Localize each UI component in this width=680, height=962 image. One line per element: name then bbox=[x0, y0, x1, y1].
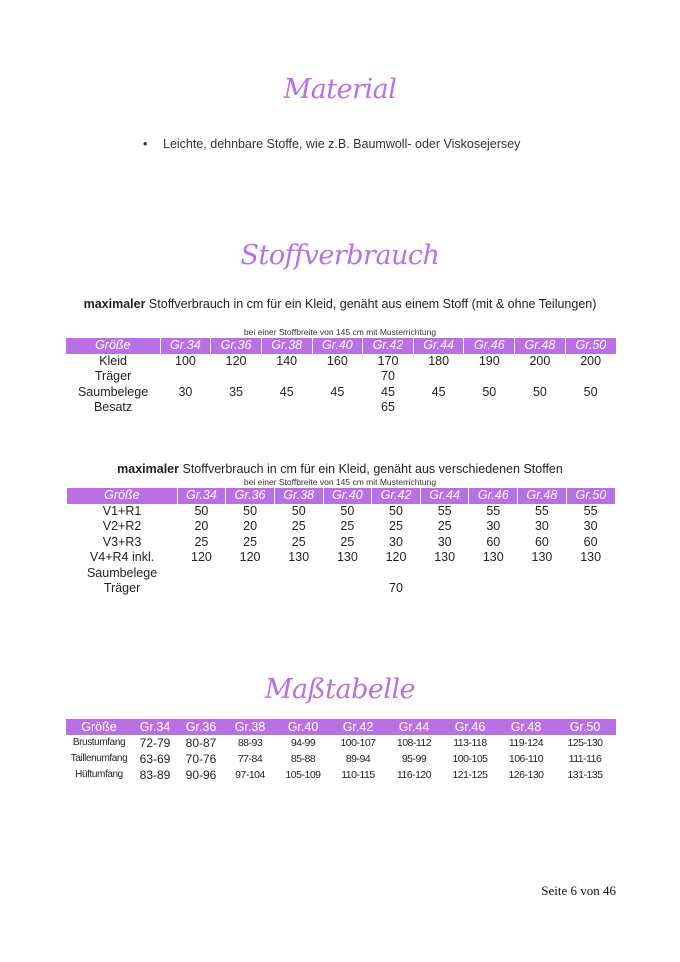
table1-cell bbox=[413, 400, 464, 416]
table2-row bbox=[67, 504, 615, 520]
masstabelle-header-cell: Gr.36 bbox=[178, 719, 224, 735]
table2-cell: 50 bbox=[243, 503, 258, 518]
masstabelle-header-cell: Gr.46 bbox=[442, 719, 498, 735]
masstabelle-row bbox=[66, 735, 616, 751]
table1-cell bbox=[211, 369, 262, 385]
table1-cell: 200 bbox=[529, 353, 551, 368]
masstabelle-cell: 77-84 bbox=[237, 753, 263, 765]
table1-cell bbox=[261, 400, 312, 416]
table2-cell: 30 bbox=[486, 519, 501, 533]
table2-header-cell: Gr.42 bbox=[372, 488, 421, 504]
masstabelle-cell: 80-87 bbox=[185, 736, 217, 750]
table1-cell bbox=[515, 369, 566, 385]
masstabelle-cell: 95-99 bbox=[401, 753, 427, 765]
table1-header-cell: Gr.50 bbox=[565, 338, 616, 354]
table2-cell bbox=[469, 566, 518, 582]
masstabelle-cell: 116-120 bbox=[396, 769, 432, 781]
table1-header-cell: Gr.38 bbox=[261, 338, 312, 354]
table1-cell bbox=[464, 400, 515, 416]
table2-cell: 120 bbox=[239, 550, 261, 564]
table1-header-cell: Gr.44 bbox=[413, 338, 464, 354]
table2-note: bei einer Stoffbreite von 145 cm mit Musterrichtung bbox=[243, 477, 437, 487]
table1-caption bbox=[80, 297, 600, 311]
table2-caption-text: Stoffverbrauch in cm für ein Kleid, genäht aus verschiedenen Stoffen bbox=[179, 462, 563, 476]
masstabelle-header-cell: Gr.34 bbox=[132, 719, 178, 735]
table2-cell: 50 bbox=[291, 503, 306, 518]
table2-cell bbox=[420, 581, 469, 597]
table2-cell: 70 bbox=[389, 581, 403, 595]
table2-cell: 60 bbox=[583, 534, 598, 549]
table2-cell: 25 bbox=[389, 519, 403, 533]
table2-cell: 25 bbox=[291, 519, 306, 533]
table2-row-label: Saumbelege bbox=[86, 565, 158, 580]
table1-cell bbox=[515, 400, 566, 416]
masstabelle-cell: 111-116 bbox=[568, 753, 602, 765]
table1-cell: 30 bbox=[178, 384, 193, 399]
material-bullet-text: Leichte, dehnbare Stoffe, wie z.B. Baumwoll- oder Viskosejersey bbox=[163, 137, 521, 151]
table2-cell: 25 bbox=[243, 534, 258, 549]
masstabelle-header-cell: Gr.40 bbox=[276, 719, 330, 735]
table1-cell: 120 bbox=[225, 353, 247, 368]
table2-row bbox=[67, 566, 615, 582]
table2-cell: 25 bbox=[340, 534, 355, 549]
table1-row-label: Träger bbox=[94, 369, 132, 383]
masstabelle-row bbox=[66, 767, 616, 783]
masstabelle-header-cell: Größe bbox=[66, 719, 132, 735]
masstabelle-cell: 131-135 bbox=[567, 769, 603, 781]
table1-header-cell: Gr.40 bbox=[312, 338, 363, 354]
masstabelle-header-cell: Gr.50 bbox=[554, 719, 616, 735]
masstabelle-cell: 119-124 bbox=[508, 737, 544, 749]
table2-row bbox=[67, 581, 615, 597]
table2-cell: 130 bbox=[482, 550, 504, 564]
table2-cell: 20 bbox=[243, 519, 258, 533]
masstabelle-header-cell: Gr.48 bbox=[498, 719, 554, 735]
masstabelle-cell: 105-109 bbox=[285, 769, 321, 781]
table2-header-cell: Gr.46 bbox=[469, 488, 518, 504]
table1-cell bbox=[565, 369, 616, 385]
table1-row bbox=[66, 354, 616, 370]
table1-cell: 50 bbox=[532, 384, 547, 399]
table2-cell bbox=[469, 581, 518, 597]
table2-cell bbox=[566, 566, 615, 582]
table2-header-cell: Gr.48 bbox=[518, 488, 567, 504]
table1-cell: 50 bbox=[482, 384, 497, 399]
material-heading: Material bbox=[283, 74, 397, 105]
table2-header-cell: Gr.40 bbox=[323, 488, 372, 504]
table2-cell: 25 bbox=[437, 519, 452, 533]
masstabelle-cell: 121-125 bbox=[452, 769, 488, 781]
table2-caption-bold: maximaler bbox=[117, 462, 180, 476]
table1-cell: 65 bbox=[381, 400, 395, 414]
masstabelle-cell: 125-130 bbox=[567, 737, 603, 749]
table1-cell bbox=[211, 400, 262, 416]
table2-header-cell: Größe bbox=[67, 488, 177, 504]
table1-cell: 45 bbox=[431, 384, 446, 399]
table1-cell: 45 bbox=[330, 384, 345, 399]
masstabelle-cell: 100-105 bbox=[452, 753, 488, 765]
table2-cell: 55 bbox=[486, 503, 501, 518]
masstabelle-cell: 72-79 bbox=[139, 736, 171, 750]
table2-cell: 30 bbox=[389, 534, 403, 549]
table2-header-cell: Gr.50 bbox=[566, 488, 615, 504]
table2-cell bbox=[323, 566, 372, 582]
table2-row-label: V3+R3 bbox=[102, 534, 142, 549]
table1-cell: 45 bbox=[279, 384, 294, 399]
masstabelle-row-label: Taillenumfang bbox=[70, 753, 128, 764]
table1-cell: 200 bbox=[580, 353, 602, 368]
table2-cell bbox=[323, 581, 372, 597]
stoffverbrauch-table-2 bbox=[67, 488, 615, 597]
table2-cell: 30 bbox=[534, 519, 549, 533]
table2-header-cell: Gr.34 bbox=[177, 488, 226, 504]
table2-cell: 130 bbox=[580, 550, 602, 564]
table1-cell bbox=[413, 369, 464, 385]
table1-row-label: Kleid bbox=[99, 353, 127, 368]
masstabelle-cell: 126-130 bbox=[508, 769, 544, 781]
table1-header-cell: Gr.42 bbox=[363, 338, 414, 354]
table2-cell bbox=[518, 581, 567, 597]
table1-header-cell: Gr.34 bbox=[160, 338, 211, 354]
bullet-dot: • bbox=[143, 137, 148, 151]
masstabelle-cell: 100-107 bbox=[340, 737, 376, 749]
table1-cell bbox=[261, 369, 312, 385]
table2-cell: 55 bbox=[583, 503, 598, 518]
table1-cell bbox=[312, 369, 363, 385]
table1-cell: 170 bbox=[377, 353, 399, 368]
masstabelle-cell: 70-76 bbox=[185, 752, 217, 766]
table1-cell: 100 bbox=[175, 353, 196, 368]
table2-cell bbox=[226, 581, 275, 597]
masstabelle-cell: 85-88 bbox=[290, 753, 316, 765]
table2-header-cell: Gr.36 bbox=[226, 488, 275, 504]
table1-caption-bold: maximaler bbox=[83, 297, 146, 311]
table1-cell bbox=[312, 400, 363, 416]
table2-cell: 60 bbox=[534, 534, 549, 549]
table1-header-cell: Gr.46 bbox=[464, 338, 515, 354]
table1-row bbox=[66, 400, 616, 416]
table2-row-label: V2+R2 bbox=[102, 519, 142, 533]
table2-cell: 120 bbox=[191, 550, 212, 564]
table2-cell: 120 bbox=[385, 550, 407, 564]
table2-cell: 130 bbox=[288, 550, 310, 564]
table2-cell: 130 bbox=[531, 550, 553, 564]
table2-cell: 30 bbox=[437, 534, 452, 549]
table2-cell: 50 bbox=[194, 503, 209, 518]
table2-row-label: Träger bbox=[103, 581, 141, 595]
table2-cell: 50 bbox=[340, 503, 355, 518]
table2-cell: 55 bbox=[534, 503, 549, 518]
table1-cell bbox=[160, 369, 211, 385]
table2-row bbox=[67, 535, 615, 551]
table2-cell: 30 bbox=[583, 519, 598, 533]
table2-cell bbox=[274, 566, 323, 582]
masstabelle-table bbox=[66, 719, 616, 783]
table2-cell bbox=[226, 566, 275, 582]
material-bullet bbox=[143, 137, 520, 151]
stoffverbrauch-heading: Stoffverbrauch bbox=[240, 240, 440, 271]
table2-caption bbox=[60, 462, 620, 476]
stoffverbrauch-table-1 bbox=[66, 338, 616, 416]
masstabelle-cell: 94-99 bbox=[290, 737, 316, 749]
table2-cell: 55 bbox=[437, 503, 452, 518]
table2-cell: 25 bbox=[291, 534, 306, 549]
masstabelle-cell: 83-89 bbox=[139, 768, 171, 782]
table2-cell bbox=[372, 566, 421, 582]
table1-cell bbox=[464, 369, 515, 385]
masstabelle-cell: 90-96 bbox=[185, 768, 217, 782]
table1-row-label: Saumbelege bbox=[77, 384, 149, 399]
masstabelle-header-cell: Gr.38 bbox=[224, 719, 276, 735]
masstabelle-header-row bbox=[66, 719, 616, 735]
table1-cell: 190 bbox=[478, 353, 500, 368]
table1-cell: 35 bbox=[229, 384, 244, 399]
table2-cell: 130 bbox=[434, 550, 456, 564]
masstabelle-cell: 110-115 bbox=[341, 769, 375, 781]
table1-row bbox=[66, 385, 616, 401]
table1-cell: 160 bbox=[326, 353, 348, 368]
table1-header-cell: Größe bbox=[66, 338, 160, 354]
table1-header-cell: Gr.36 bbox=[211, 338, 262, 354]
table2-cell: 50 bbox=[389, 503, 403, 518]
table2-cell bbox=[274, 581, 323, 597]
masstabelle-row-label: Hüftumfang bbox=[75, 769, 123, 780]
table1-note: bei einer Stoffbreite von 145 cm mit Musterrichtung bbox=[243, 327, 437, 337]
masstabelle-heading: Maßtabelle bbox=[264, 674, 416, 705]
table2-row-label: V1+R1 bbox=[102, 503, 142, 518]
table2-cell bbox=[566, 581, 615, 597]
page-number: Seite 6 von 46 bbox=[541, 883, 616, 898]
masstabelle-header-cell: Gr.44 bbox=[386, 719, 442, 735]
table2-cell: 20 bbox=[194, 519, 209, 533]
table2-cell: 60 bbox=[486, 534, 501, 549]
masstabelle-row-label: Brustumfang bbox=[72, 737, 126, 748]
table1-header-row bbox=[66, 338, 616, 354]
table2-header-cell: Gr.44 bbox=[420, 488, 469, 504]
masstabelle-row bbox=[66, 751, 616, 767]
table1-row bbox=[66, 369, 616, 385]
table1-cell bbox=[565, 400, 616, 416]
table2-row bbox=[67, 550, 615, 566]
table1-cell: 140 bbox=[276, 353, 298, 368]
table1-cell bbox=[160, 400, 211, 416]
table1-caption-text: Stoffverbrauch in cm für ein Kleid, genäht aus einem Stoff (mit & ohne Teilungen) bbox=[145, 297, 597, 311]
table1-row-label: Besatz bbox=[93, 400, 133, 414]
table2-cell: 25 bbox=[340, 519, 355, 533]
masstabelle-cell: 113-118 bbox=[453, 737, 487, 749]
table2-cell bbox=[518, 566, 567, 582]
table2-header-row bbox=[67, 488, 615, 504]
table2-row-label: V4+R4 inkl. bbox=[89, 550, 155, 564]
table2-cell bbox=[177, 566, 226, 582]
table2-cell: 25 bbox=[194, 534, 209, 549]
table1-cell: 180 bbox=[428, 353, 450, 368]
table1-header-cell: Gr.48 bbox=[515, 338, 566, 354]
masstabelle-header-cell: Gr.42 bbox=[330, 719, 386, 735]
table2-header-cell: Gr.38 bbox=[274, 488, 323, 504]
masstabelle-cell: 97-104 bbox=[235, 769, 265, 781]
table1-cell: 45 bbox=[381, 384, 395, 399]
table1-cell: 50 bbox=[583, 384, 598, 399]
table2-cell bbox=[420, 566, 469, 582]
masstabelle-cell: 89-94 bbox=[345, 753, 371, 765]
masstabelle-cell: 88-93 bbox=[237, 737, 263, 749]
table2-row bbox=[67, 519, 615, 535]
table2-cell: 130 bbox=[336, 550, 358, 564]
masstabelle-cell: 108-112 bbox=[396, 737, 432, 749]
masstabelle-cell: 106-110 bbox=[508, 753, 544, 765]
table2-cell bbox=[177, 581, 226, 597]
table1-cell: 70 bbox=[381, 369, 395, 383]
masstabelle-cell: 63-69 bbox=[139, 752, 171, 766]
